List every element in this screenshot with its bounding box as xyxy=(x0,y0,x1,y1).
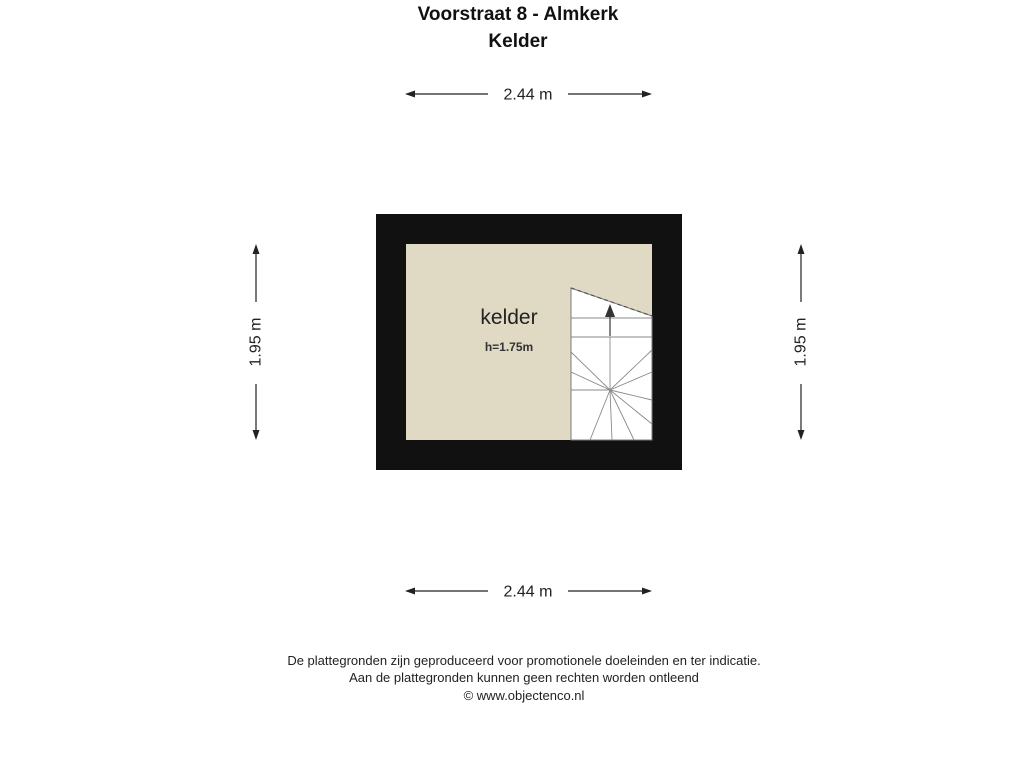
dimension-label-right: 1.95 m xyxy=(792,317,810,367)
dimension-label-top: 2.44 m xyxy=(503,86,553,104)
address-title: Voorstraat 8 - Almkerk xyxy=(417,4,619,25)
copyright-link: © www.objectenco.nl xyxy=(463,688,585,703)
dimension-label-left: 1.95 m xyxy=(247,317,265,367)
room-kelder xyxy=(376,214,682,470)
disclaimer-line-2: Aan de plattegronden kunnen geen rechten worden ontleend xyxy=(349,670,699,685)
room-height-label: h=1.75m xyxy=(484,340,534,354)
room-name-label: kelder xyxy=(480,306,538,329)
dimension-label-bottom: 2.44 m xyxy=(503,583,553,601)
floor-title: Kelder xyxy=(488,31,548,52)
disclaimer-line-1: De plattegronden zijn geproduceerd voor promotionele doeleinden en ter indicatie. xyxy=(287,653,761,668)
